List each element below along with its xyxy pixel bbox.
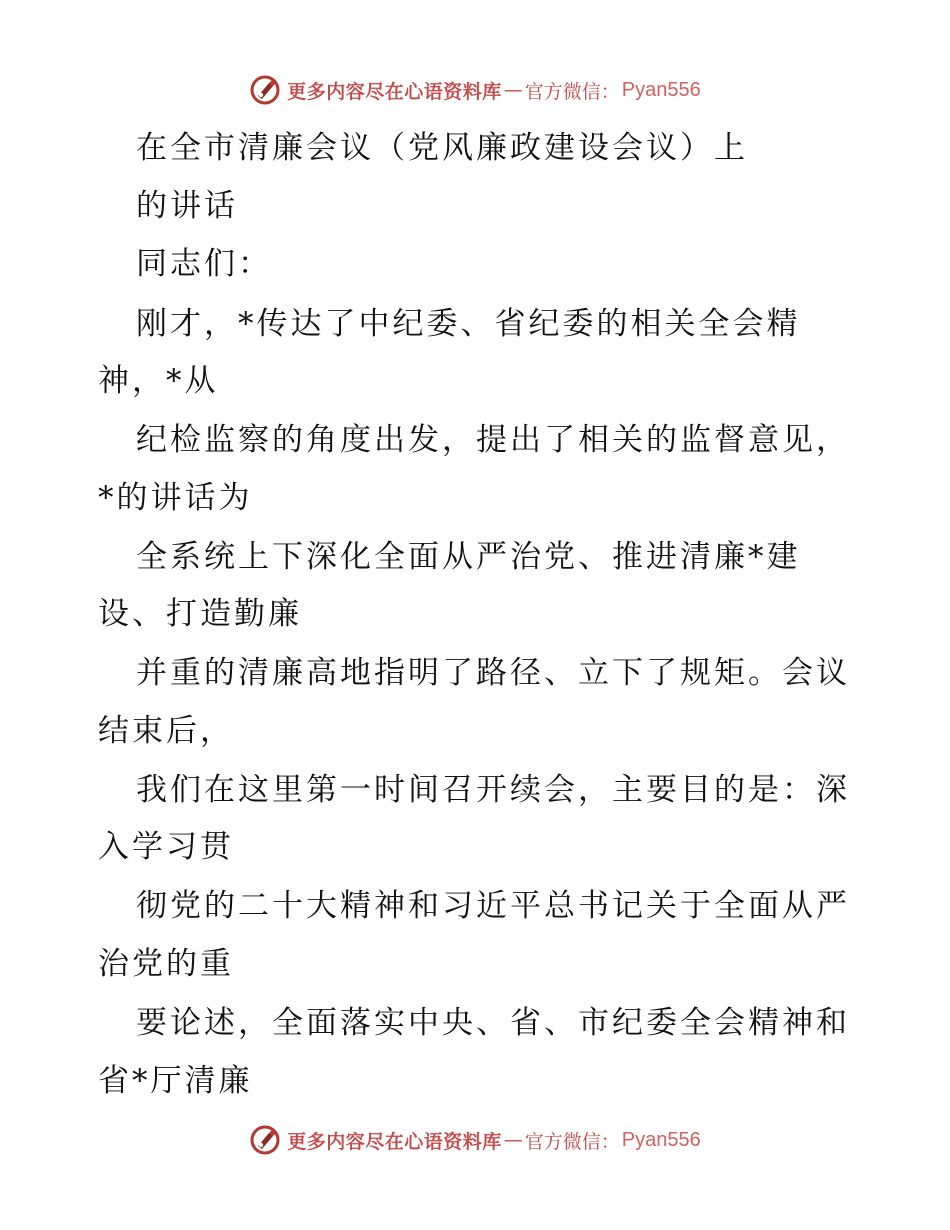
paragraph-line: 要论述，全面落实中央、省、市纪委全会精神和 <box>136 1005 850 1041</box>
paragraph-line: 治党的重 <box>98 946 234 982</box>
header-dash: — <box>503 79 523 101</box>
footer-wechat-id: Pyan556 <box>621 1128 701 1151</box>
paragraph-line: 入学习贯 <box>98 829 234 865</box>
paragraph-line: 我们在这里第一时间召开续会，主要目的是：深 <box>136 772 850 808</box>
header-banner <box>0 70 950 110</box>
footer-site-name: 更多内容尽在心语资料库 <box>287 1130 502 1153</box>
brand-logo-icon <box>249 74 281 106</box>
paragraph-line: 全系统上下深化全面从严治党、推进清廉*建 <box>136 539 801 575</box>
paragraph-line: 并重的清廉高地指明了路径、立下了规矩。会议 <box>136 655 850 691</box>
paragraph-line: 神，*从 <box>98 363 219 399</box>
paragraph-line: *的讲话为 <box>98 480 253 516</box>
paragraph-line: 彻党的二十大精神和习近平总书记关于全面从严 <box>136 888 850 924</box>
brand-logo-icon <box>249 1124 281 1156</box>
title-line-2: 的讲话 <box>136 188 238 224</box>
paragraph-line: 纪检监察的角度出发，提出了相关的监督意见， <box>136 422 850 458</box>
paragraph-line: 刚才，*传达了中纪委、省纪委的相关全会精 <box>136 306 801 342</box>
header-site-name: 更多内容尽在心语资料库 <box>287 80 502 103</box>
header-wechat-id: Pyan556 <box>621 78 701 101</box>
footer-dash: — <box>503 1129 523 1151</box>
salutation: 同志们： <box>136 246 272 282</box>
footer-wechat-label: 官方微信： <box>524 1130 620 1153</box>
header-wechat-label: 官方微信： <box>524 80 620 103</box>
title-line-1: 在全市清廉会议（党风廉政建设会议）上 <box>136 130 748 166</box>
footer-banner <box>0 1120 950 1160</box>
paragraph-line: 省*厅清廉 <box>98 1063 253 1099</box>
paragraph-line: 设、打造勤廉 <box>98 596 302 632</box>
paragraph-line: 结束后， <box>98 713 234 749</box>
